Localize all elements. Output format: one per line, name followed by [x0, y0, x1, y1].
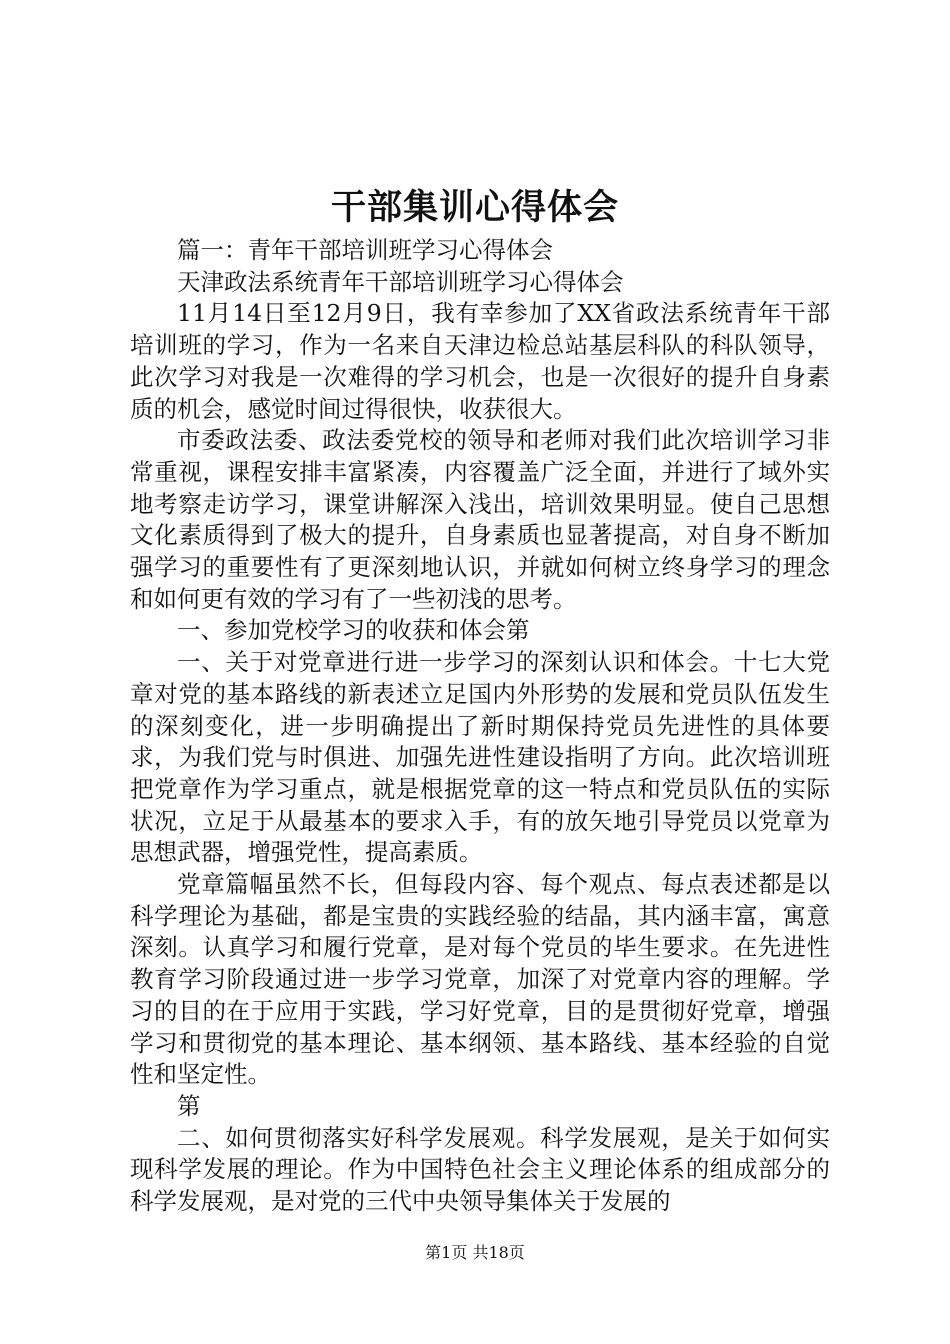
paragraph-intro: 11月14日至12月9日，我有幸参加了XX省政法系统青年干部培训班的学习，作为一名来自天津边检总站基层科队的科队领导，此次学习对我是一次难得的学习机会，也是一次很好的提升自身素质的机会，感觉时间过得很快，收获很大。 [130, 299, 830, 423]
page-footer: 第1页 共18页 [425, 1243, 525, 1262]
paragraph-section-heading: 一、参加党校学习的收获和体会第 [177, 616, 530, 645]
paragraph-ordinal: 第 [177, 1091, 201, 1120]
document-body [130, 235, 830, 1218]
paragraph-subtitle: 天津政法系统青年干部培训班学习心得体会 [177, 267, 624, 296]
paragraph-training-overview: 市委政法委、政法委党校的领导和老师对我们此次培训学习非常重视，课程安排丰富紧凑，内容覆盖广泛全面，并进行了域外实地考察走访学习，课堂讲解深入浅出，培训效果明显。使自己思想文化素质得到了极大的提升，自身素质也显著提高，对自身不断加强学习的重要性有了更深刻地认识，并就如何树立终身学习的理念和如何更有效的学习有了一些初浅的思考。 [130, 426, 830, 613]
paragraph-party-constitution: 一、关于对党章进行进一步学习的深刻认识和体会。十七大党章对党的基本路线的新表述立足国内外形势的发展和党员队伍发生的深刻变化，进一步明确提出了新时期保持党员先进性的具体要求，为我们党与时俱进、加强先进性建设指明了方向。此次培训班把党章作为学习重点，就是根据党章的这一特点和党员队伍的实际状况，立足于从最基本的要求入手，有的放矢地引导党员以党章为思想武器，增强党性，提高素质。 [130, 648, 830, 867]
document-title: 干部集训心得体会 [330, 187, 619, 228]
paragraph-constitution-study: 党章篇幅虽然不长，但每段内容、每个观点、每点表述都是以科学理论为基础，都是宝贵的实践经验的结晶，其内涵丰富，寓意深刻。认真学习和履行党章，是对每个党员的毕生要求。在先进性教育学习阶段通过进一步学习党章，加深了对党章内容的理解。学习的目的在于应用于实践，学习好党章，目的是贯彻好党章，增强学习和贯彻党的基本理论、基本纲领、基本路线、基本经验的自觉性和坚定性。 [130, 870, 830, 1089]
paragraph-scientific-development: 二、如何贯彻落实好科学发展观。科学发展观，是关于如何实现科学发展的理论。作为中国特色社会主义理论体系的组成部分的科学发展观，是对党的三代中央领导集体关于发展的 [130, 1123, 830, 1216]
paragraph-part-heading: 篇一：青年干部培训班学习心得体会 [177, 236, 553, 264]
